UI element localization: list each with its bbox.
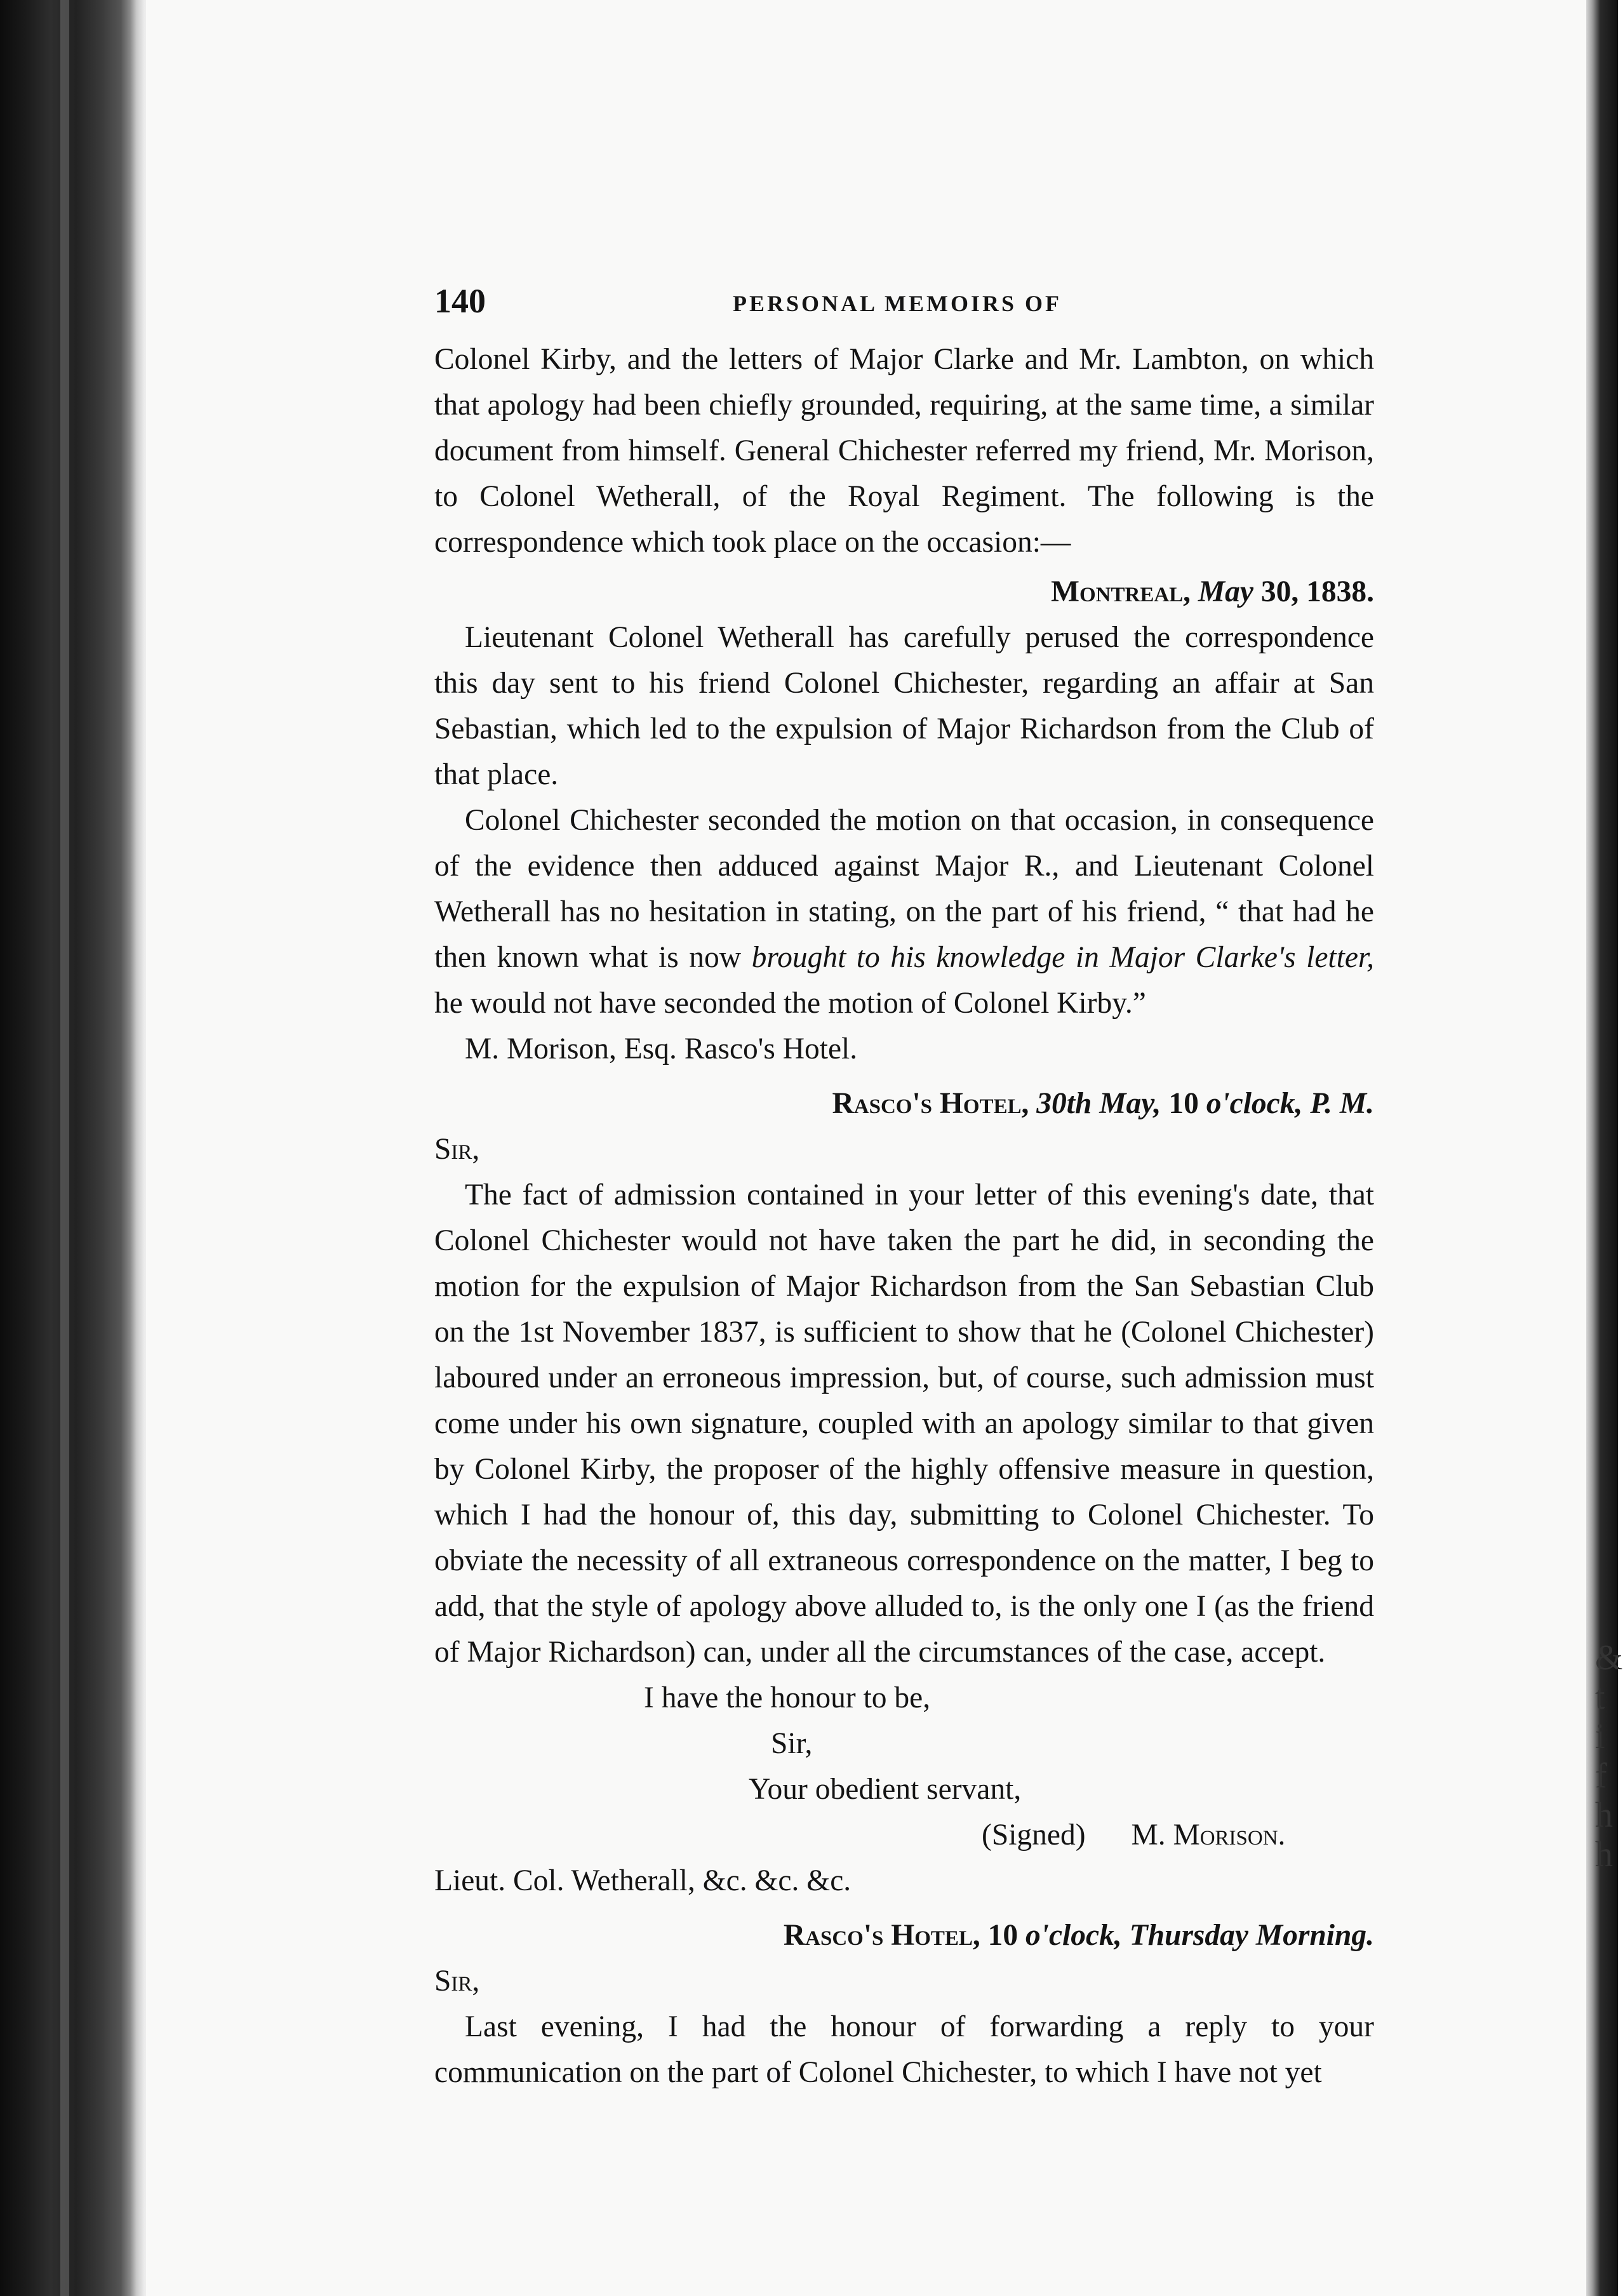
facing-page-text-bleed: & t i f h h [1595, 1638, 1623, 1874]
letter3-salutation: Sir, [434, 1965, 480, 1998]
letter1-paragraph-2: Colonel Chichester seconded the motion on that occasion, in consequence of the evidence then adduced against Major R., and Lieutenant Colonel Wetherall has no hesitation in stating, on the part of his friend, “ that had he then known what is now brought to his knowledge in Major Clarke's letter, he would not have seconded the motion of Colonel Kirby.” [434, 804, 1374, 1020]
intro-paragraph: Colonel Kirby, and the letters of Major Clarke and Mr. Lambton, on which that apology had been chiefly grounded, requiring, at the same time, a similar document from himself. General Chichester referred my friend, Mr. Morison, to Colonel Wetherall, of the Royal Regiment. The following is the correspondence which took place on the occasion:— [434, 343, 1374, 559]
letter2-closing-2: Sir, [771, 1727, 813, 1760]
page-header [434, 267, 1374, 337]
letter2-paragraph: The fact of admission contained in your letter of this evening's date, that Colonel Chichester would not have taken the part he did, in seconding the motion for the expulsion of Major Richardson from the San Sebastian Club on the 1st November 1837, is sufficient to show that he (Colonel Chichester) laboured under an erroneous impression, but, of course, such admission must come under his own signature, coupled with an apology similar to that given by Colonel Kirby, the proposer of the highly offensive measure in question, which I had the honour of, this day, submitting to Colonel Chichester. To obviate the necessity of all extraneous correspondence on the matter, I beg to add, that the style of apology above alluded to, is the only one I (as the friend of Major Richardson) can, under all the circumstances of the case, accept. [434, 1178, 1374, 1669]
letter2-dateline: Rasco's Hotel, 30th May, 10 o'clock, P. M. [832, 1087, 1374, 1120]
letter1-address: M. Morison, Esq. Rasco's Hotel. [465, 1032, 858, 1065]
letter2-signature-line: (Signed) M. Morison. [982, 1819, 1286, 1852]
book-binding-edge [0, 0, 146, 2296]
letter1-paragraph-1: Lieutenant Colonel Wetherall has carefully perused the correspondence this day sent to his friend Colonel Chichester, regarding an affair at San Sebastian, which led to the expulsion of Major Richardson from the Club of that place. [434, 621, 1374, 791]
page-text-block [434, 267, 1374, 2095]
letter3-paragraph: Last evening, I had the honour of forwarding a reply to your communication on the part of Colonel Chichester, to which I have not yet [434, 2010, 1374, 2089]
letter3-dateline: Rasco's Hotel, 10 o'clock, Thursday Morning. [783, 1919, 1374, 1952]
letter2-addressee: Lieut. Col. Wetherall, &c. &c. &c. [434, 1864, 852, 1897]
letter1-dateline: Montreal, May 30, 1838. [1051, 575, 1374, 608]
facing-page-edge [1586, 0, 1623, 2296]
page-number: 140 [434, 282, 486, 320]
letter2-closing-1: I have the honour to be, [644, 1681, 931, 1714]
letter2-salutation: Sir, [434, 1133, 480, 1166]
running-head: PERSONAL MEMOIRS OF [733, 291, 1062, 316]
letter2-closing-3: Your obedient servant, [749, 1773, 1022, 1806]
